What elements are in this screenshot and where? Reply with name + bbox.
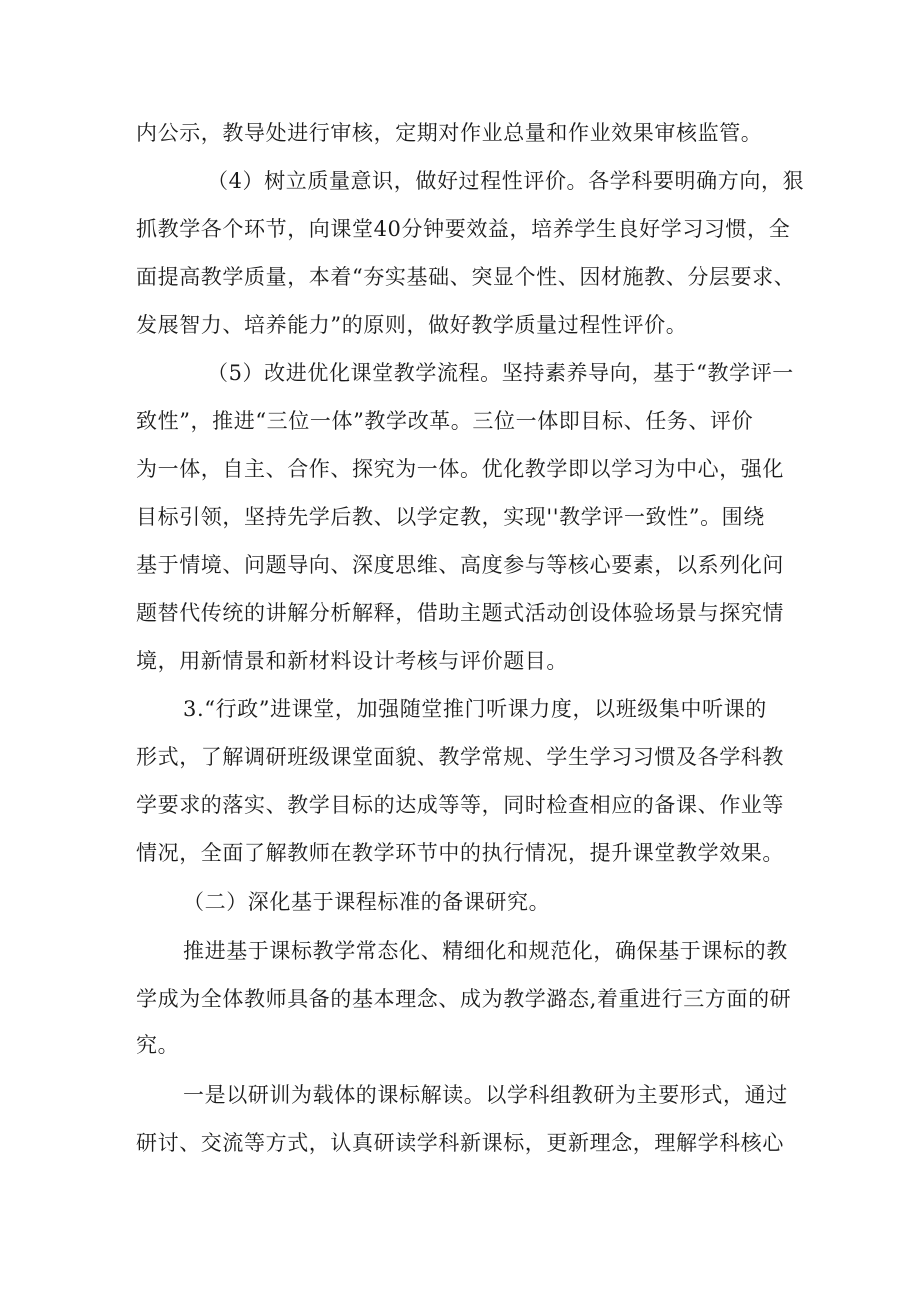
text-line: 题替代传统的讲解分析解释，借助主题式活动创设体验场景与探究情 [136, 601, 784, 625]
text-line: 面提高教学质量，本着“夯实基础、突显个性、因材施教、分层要求、 [136, 265, 796, 289]
text-line: 一是以研训为载体的课标解读。以学科组教研为主要形式，通过 [183, 1083, 788, 1107]
text-line: 为一体，自主、合作、探究为一体。优化教学即以学习为中心，强化 [136, 457, 784, 481]
text-line: （4）树立质量意识，做好过程性评价。各学科要明确方向，狠 [207, 169, 805, 193]
text-line: 发展智力、培养能力”的原则，做好教学质量过程性评价。 [136, 313, 688, 337]
text-line: 境，用新情景和新材料设计考核与评价题目。 [136, 649, 568, 673]
text-line: 研讨、交流等方式，认真研读学科新课标，更新理念，理解学科核心 [136, 1131, 784, 1155]
text-line: 致性”，推进“三位一体”教学改革。三位一体即目标、任务、评价 [136, 409, 754, 433]
text-line: 学成为全体教师具备的基本理念、成为教学潞态,着重进行三方面的研 [136, 987, 792, 1011]
text-line: （5）改进优化课堂教学流程。坚持素养导向，基于“教学评一 [207, 361, 794, 385]
text-line: 基于情境、问题导向、深度思维、高度参与等核心要素，以系列化问 [136, 553, 784, 577]
text-line: 3.“行政”进课堂，加强随堂推门听课力度，以班级集中听课的 [183, 697, 767, 721]
text-line: 目标引领，坚持先学后教、以学定教，实现''教学评一致性”。围绕 [136, 505, 765, 529]
text-line: 推进基于课标教学常态化、精细化和规范化，确保基于课标的教 [183, 939, 788, 963]
section-heading: （二）深化基于课程标准的备课研究。 [183, 890, 551, 914]
text-line: 学要求的落实、教学目标的达成等等，同时检查相应的备课、作业等 [136, 793, 784, 817]
text-line: 内公示，教导处进行审核，定期对作业总量和作业效果审核监管。 [136, 121, 763, 145]
text-line: 情况，全面了解教师在教学环节中的执行情况，提升课堂教学效果。 [136, 841, 784, 865]
text-line: 抓教学各个环节，向课堂40分钟要效益，培养学生良好学习习惯，全 [136, 217, 791, 241]
text-line: 形式，了解调研班级课堂面貌、教学常规、学生学习习惯及各学科教 [136, 745, 784, 769]
text-line: 究。 [136, 1033, 180, 1057]
